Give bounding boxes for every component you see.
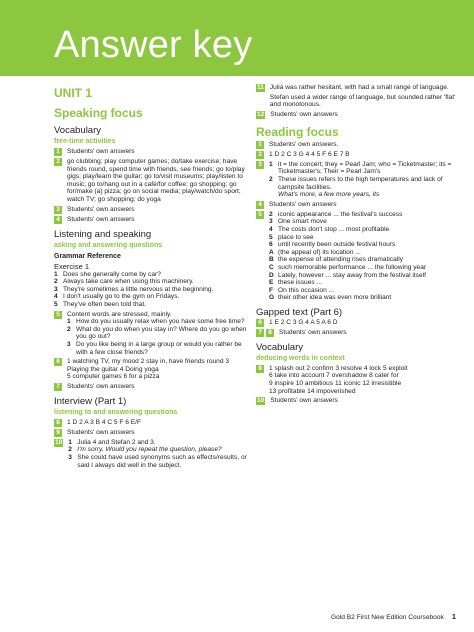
item-number: 7 <box>256 329 264 337</box>
item-number: 6 <box>54 358 62 366</box>
exercise-heading: Exercise 1 <box>54 261 90 271</box>
list-item: 1 Does she generally come by car? <box>54 270 161 278</box>
answer-item: 11 Julia was rather hesitant, with had a small range of language. Stefan used a wider range of language, but sounded rather 'flat' and monotonous. <box>257 84 456 109</box>
grammar-reference-heading: Grammar Reference <box>54 252 121 260</box>
list-item: E these issues ... <box>269 279 322 287</box>
item-number: 8 <box>266 329 274 337</box>
list-item: G their other idea was even more brilliant <box>269 294 392 302</box>
answer-item: 7 Students' own answers <box>54 383 248 391</box>
list-item: 3 One smart move <box>269 218 327 226</box>
answer-item: 12 Students' own answers <box>257 110 338 118</box>
item-number: 12 <box>257 110 265 118</box>
asking-subheading: asking and answering questions <box>54 241 163 249</box>
speaking-focus-heading: Speaking focus <box>54 106 143 120</box>
unit-heading: UNIT 1 <box>54 86 93 100</box>
answer-item: 1 Students' own answers <box>54 148 248 156</box>
left-column <box>54 84 248 471</box>
page-title: Answer key <box>54 24 253 66</box>
list-item: 1 How do you usually relax when you have some free time? <box>67 318 245 326</box>
footer-text: Gold B2 First New Edition Coursebook <box>330 614 444 621</box>
item-number: 6 <box>256 319 264 327</box>
answer-item: 4 Students' own answers <box>54 216 248 224</box>
item-number: 4 <box>256 201 264 209</box>
answer-item: 4 Students' own answers <box>256 201 456 209</box>
answer-item: 10 Students' own answers <box>257 397 338 405</box>
answer-item: 3 Students' own answers <box>54 206 248 214</box>
answer-item: 1 Students' own answers. <box>256 141 456 149</box>
item-number: 4 <box>54 216 62 224</box>
list-item: 5 place to see <box>269 233 314 241</box>
answer-item <box>54 439 248 469</box>
list-item: 4 The costs don't stop ... most profitable <box>269 225 390 233</box>
answer-item: 2 1 D 2 C 3 G 4 4 5 F 6 E 7 B <box>256 151 456 159</box>
answer-item: 8 1 D 2 A 3 B 4 C 5 F 6 E/F <box>54 419 248 427</box>
item-number: 2 <box>256 151 264 159</box>
list-item: 5 They've often been told that. <box>54 300 147 308</box>
right-column <box>256 84 456 407</box>
gapped-text-heading: Gapped text (Part 6) <box>256 306 343 318</box>
list-item: 4 I don't usually go to the gym on Fridays. <box>54 293 180 301</box>
answer-item: 7 8 Students' own answers <box>256 329 456 337</box>
item-number: 10 <box>257 397 265 405</box>
list-item: 2 Always take care when using this machinery. <box>54 278 194 286</box>
item-number: 5 <box>256 211 264 219</box>
item-number: 7 <box>54 383 62 391</box>
listening-answering-subheading: listening to and answering questions <box>54 408 178 416</box>
item-number: 1 <box>256 141 264 149</box>
list-item: 6 until recently been outside festival hours <box>269 241 396 249</box>
item-number: 1 <box>54 148 62 156</box>
list-item: 3 They're sometimes a little nervous at the beginning. <box>54 285 214 293</box>
item-number: 9 <box>256 365 264 373</box>
list-item: 2 I'm sorry. Would you repeat the question, please? <box>68 446 222 454</box>
reading-focus-heading: Reading focus <box>256 124 339 139</box>
item-number: 2 <box>54 158 62 166</box>
item-number: 8 <box>54 419 62 427</box>
list-item: A (the appeal of) its location ... <box>269 248 361 256</box>
page-number: 1 <box>451 612 456 621</box>
list-item: 1 it = the concert; they = Pearl Jam; who = Ticketmaster; its = Ticketmaster's; Their = Pearl Jam's <box>269 160 452 176</box>
list-item: F On this occasion ... <box>269 286 335 294</box>
vocabulary-heading-2: Vocabulary <box>256 341 304 353</box>
listening-heading: Listening and speaking <box>54 228 152 240</box>
answer-item: 5 Content words are stressed, mainly. 1 How do you usually relax when you have some free time? 2 What do you do when you stay in? Where do you go when you go out? 3 Do you like being in a large group or would you rather be with a few close friends? <box>54 311 248 357</box>
answer-item <box>256 211 456 302</box>
list-item: 3 She could have used synonyms such as effects/results, or said I always did well in the subject. <box>68 454 247 469</box>
item-number: 5 <box>54 311 62 319</box>
answer-item: 9 Students' own answers <box>54 429 248 437</box>
item-number: 10 <box>55 438 63 446</box>
free-time-subheading: free-time activities <box>54 138 116 145</box>
item-number: 3 <box>256 161 264 169</box>
list-item: C such memorable performance ... the following year <box>269 263 427 271</box>
list-item: 2 iconic appearance ... the festival's success <box>269 210 403 218</box>
list-item: B the expense of attending rises dramatically <box>269 256 403 264</box>
page-footer <box>331 612 456 621</box>
list-item: 2 What do you do when you stay in? Where do you go when you go out? <box>67 325 247 341</box>
list-item: 1 Julia 4 and Stefan 2 and 3. <box>68 438 156 446</box>
exercise-list <box>54 271 248 309</box>
item-number: 9 <box>54 429 62 437</box>
item-number: 11 <box>257 84 264 91</box>
answer-item: 2 go clubbing; play computer games; do/take exercise; have friends round, spend time with friends, see friends; go to/play gigs; play/learn the guitar; go to/visit museums; play/listen to music; go to/hang out in a café/for coffee; go shopping; go for/make (a) pizza; go on social media; play/watch/do sport; watch TV; go shopping; do yoga <box>54 158 248 204</box>
answer-item: 6 1 E 2 C 3 G 4 A 5 A 6 D <box>256 319 456 327</box>
answer-item: 6 1 watching TV, my mood 2 stay in, have friends round 3 Playing the guitar 4 Doing yoga 5 computer games 6 for a pizza <box>54 358 248 381</box>
title-banner <box>0 0 474 76</box>
answer-item: 9 1 splash out 2 confirm 3 resolve 4 lock 5 exploit 6 take into account 7 overshadow 8 cater for 9 inspire 10 ambitious 11 iconic 12 irresistible 13 profitable 14 impoverished <box>256 365 456 395</box>
deducing-subheading: deducing words in context <box>256 354 345 362</box>
list-item: 3 Do you like being in a large group or would you rather be with a few close friends? <box>67 340 242 356</box>
item-number: 3 <box>54 206 62 214</box>
answer-item: 3 1 it = the concert; they = Pearl Jam; who = Ticketmaster; its = Ticketmaster's; Their = Pearl Jam's 2 These issues refers to the high temperatures and lack of campsite facilities. What's more, a few more years, its <box>256 161 456 199</box>
list-item: D Lately, however ... stay away from the festival itself <box>269 271 426 279</box>
list-item: 2 These issues refers to the high temperatures and lack of campsite facilities. <box>269 175 443 191</box>
vocabulary-heading: Vocabulary <box>54 125 102 136</box>
interview-heading: Interview (Part 1) <box>54 395 127 407</box>
